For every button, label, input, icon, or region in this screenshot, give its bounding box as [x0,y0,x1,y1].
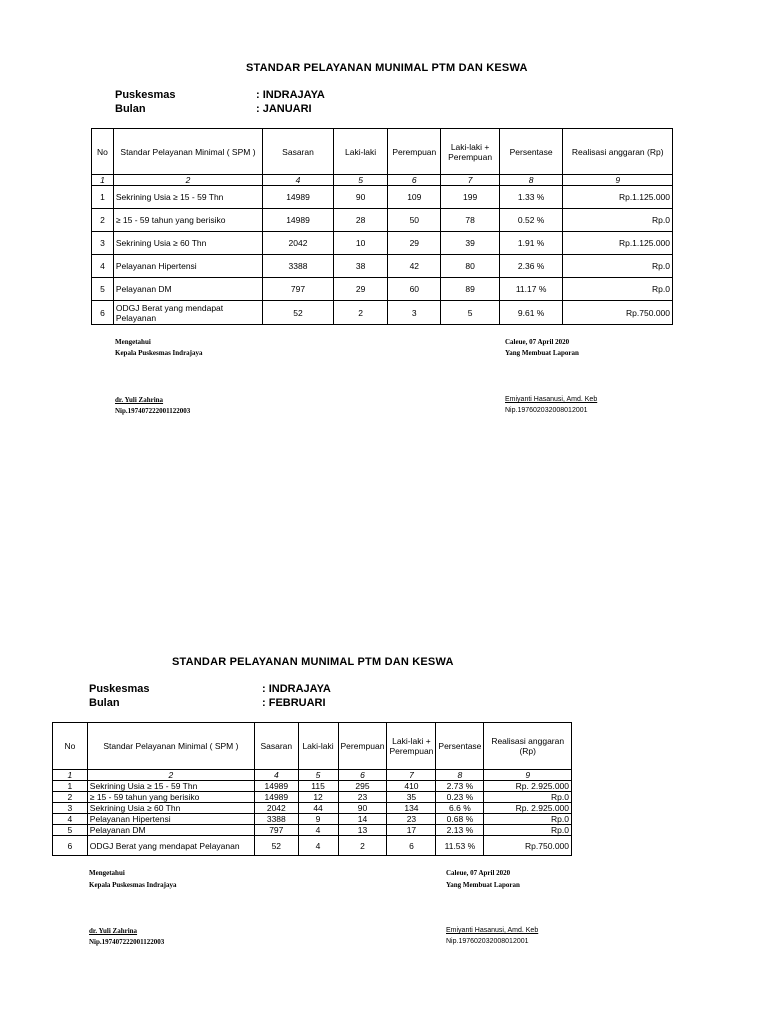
table-cell: Rp.750.000 [563,301,673,325]
header-cell: No [53,723,88,770]
table-cell: 2 [53,792,88,803]
index-cell: 4 [263,175,334,186]
table-row [53,792,572,803]
table-cell: 2.73 % [436,781,484,792]
table-cell: ≥ 15 - 59 tahun yang berisiko [87,792,254,803]
table-cell: Rp. 2.925.000 [484,803,572,814]
table-cell: 4 [298,825,338,836]
table-cell: 3 [388,301,441,325]
table-cell: Rp.0 [484,792,572,803]
puskesmas-value: : INDRAJAYA [262,683,331,695]
table-cell: 78 [441,209,499,232]
puskesmas-label: Puskesmas [115,89,176,101]
table-cell: Rp.750.000 [484,836,572,856]
table-cell: ≥ 15 - 59 tahun yang berisiko [113,209,262,232]
table-cell: 9.61 % [499,301,563,325]
table-cell: Sekrining Usia ≥ 60 Thn [87,803,254,814]
table-cell: 134 [387,803,436,814]
table-cell: Rp. 2.925.000 [484,781,572,792]
header-cell: Realisasi anggaran (Rp) [484,723,572,770]
signature-left-name: dr. Yuli Zahrina [89,927,138,935]
table-header-row [53,723,572,770]
report-title: STANDAR PELAYANAN MUNIMAL PTM DAN KESWA [246,62,528,74]
table-cell: 6 [92,301,114,325]
table-cell: 3388 [263,255,334,278]
signature-left-line1: Mengetahui [89,869,125,877]
spm-table [91,128,673,325]
table-cell: 797 [255,825,299,836]
table-cell: 14 [338,814,387,825]
table-cell: 38 [333,255,387,278]
table-row [92,278,673,301]
signature-right-line2: Yang Membuat Laporan [505,349,579,357]
table-cell: 14989 [263,209,334,232]
header-cell: Realisasi anggaran (Rp) [563,129,673,175]
table-cell: 1.33 % [499,186,563,209]
table-row [53,825,572,836]
column-index-row [53,770,572,781]
bulan-label: Bulan [115,103,146,115]
table-cell: Sekrining Usia ≥ 60 Thn [113,232,262,255]
signature-left-name: dr. Yuli Zahrina [115,396,164,404]
table-cell: 0.52 % [499,209,563,232]
table-row [53,836,572,856]
table-cell: 4 [298,836,338,856]
table-cell: Pelayanan Hipertensi [113,255,262,278]
signature-right-line2: Yang Membuat Laporan [446,881,520,889]
header-cell: Sasaran [255,723,299,770]
table-cell: Sekrining Usia ≥ 15 - 59 Thn [87,781,254,792]
index-cell: 6 [388,175,441,186]
signature-left-line1: Mengetahui [115,338,151,346]
header-cell: Standar Pelayanan Minimal ( SPM ) [113,129,262,175]
index-cell: 5 [298,770,338,781]
table-cell: 3388 [255,814,299,825]
table-cell: 9 [298,814,338,825]
table-cell: 13 [338,825,387,836]
index-cell: 9 [563,175,673,186]
header-cell: Laki-laki + Perempuan [441,129,499,175]
header-cell: Persentase [436,723,484,770]
table-cell: 11.53 % [436,836,484,856]
bulan-label: Bulan [89,697,120,709]
header-cell: Laki-laki [298,723,338,770]
table-cell: 0.68 % [436,814,484,825]
table-cell: 80 [441,255,499,278]
table-cell: 3 [53,803,88,814]
table-cell: 10 [333,232,387,255]
index-cell: 7 [387,770,436,781]
header-cell: Perempuan [338,723,387,770]
table-cell: 0.23 % [436,792,484,803]
puskesmas-label: Puskesmas [89,683,150,695]
index-cell: 9 [484,770,572,781]
table-cell: 5 [441,301,499,325]
table-cell: 2042 [255,803,299,814]
table-cell: 89 [441,278,499,301]
header-cell: Laki-laki + Perempuan [387,723,436,770]
table-row [92,301,673,325]
header-cell: Laki-laki [333,129,387,175]
table-cell: Pelayanan Hipertensi [87,814,254,825]
table-cell: 5 [92,278,114,301]
bulan-value: : JANUARI [256,103,312,115]
table-cell: 6 [53,836,88,856]
table-cell: 199 [441,186,499,209]
table-row [53,781,572,792]
header-cell: Perempuan [388,129,441,175]
table-cell: 12 [298,792,338,803]
table-cell: 39 [441,232,499,255]
table-cell: ODGJ Berat yang mendapat Pelayanan [113,301,262,325]
index-cell: 5 [333,175,387,186]
index-cell: 8 [436,770,484,781]
index-cell: 6 [338,770,387,781]
table-cell: Pelayanan DM [87,825,254,836]
table-cell: 797 [263,278,334,301]
signature-right-name: Emiyanti Hasanusi, Amd. Keb [505,396,598,403]
table-cell: 29 [388,232,441,255]
puskesmas-value: : INDRAJAYA [256,89,325,101]
header-cell: No [92,129,114,175]
table-cell: 35 [387,792,436,803]
signature-left-nip: Nip.197407222001122003 [115,407,191,415]
table-cell: 2042 [263,232,334,255]
table-header-row [92,129,673,175]
table-cell: Rp.0 [563,278,673,301]
table-cell: 2.36 % [499,255,563,278]
index-cell: 2 [87,770,254,781]
signature-right-nip: Nip.197602032008012001 [446,938,529,945]
signature-right-line1: Caleue, 07 April 2020 [446,869,511,877]
table-cell: 410 [387,781,436,792]
table-cell: 2 [92,209,114,232]
table-cell: Pelayanan DM [113,278,262,301]
table-row [92,186,673,209]
table-cell: 52 [263,301,334,325]
table-cell: Rp.1.125.000 [563,186,673,209]
table-cell: ODGJ Berat yang mendapat Pelayanan [87,836,254,856]
table-cell: 3 [92,232,114,255]
spm-table [52,722,572,856]
index-cell: 1 [92,175,114,186]
table-cell: 1.91 % [499,232,563,255]
table-cell: 11.17 % [499,278,563,301]
index-cell: 4 [255,770,299,781]
table-cell: 42 [388,255,441,278]
table-cell: Rp.0 [563,255,673,278]
table-cell: 14989 [255,792,299,803]
report-title: STANDAR PELAYANAN MUNIMAL PTM DAN KESWA [172,656,454,668]
table-cell: 2 [338,836,387,856]
table-cell: 14989 [263,186,334,209]
table-cell: 295 [338,781,387,792]
table-cell: 1 [92,186,114,209]
table-row [53,803,572,814]
index-cell: 2 [113,175,262,186]
table-cell: 23 [387,814,436,825]
table-cell: 14989 [255,781,299,792]
signature-left-nip: Nip.197407222001122003 [89,938,165,946]
signature-right-name: Emiyanti Hasanusi, Amd. Keb [446,927,539,934]
table-cell: 44 [298,803,338,814]
signature-left-line2: Kepala Puskesmas Indrajaya [89,881,177,889]
header-cell: Sasaran [263,129,334,175]
index-cell: 1 [53,770,88,781]
table-cell: 5 [53,825,88,836]
table-cell: Sekrining Usia ≥ 15 - 59 Thn [113,186,262,209]
table-cell: 90 [333,186,387,209]
table-cell: 28 [333,209,387,232]
table-cell: 23 [338,792,387,803]
table-cell: 2 [333,301,387,325]
table-cell: 90 [338,803,387,814]
table-cell: 1 [53,781,88,792]
signature-right-line1: Caleue, 07 April 2020 [505,338,570,346]
signature-right-nip: Nip.197602032008012001 [505,407,588,414]
table-cell: Rp.0 [484,825,572,836]
header-cell: Standar Pelayanan Minimal ( SPM ) [87,723,254,770]
index-cell: 7 [441,175,499,186]
bulan-value: : FEBRUARI [262,697,326,709]
table-cell: 60 [388,278,441,301]
table-row [92,232,673,255]
header-cell: Persentase [499,129,563,175]
table-cell: Rp.0 [484,814,572,825]
index-cell: 8 [499,175,563,186]
table-cell: 6 [387,836,436,856]
table-cell: 109 [388,186,441,209]
table-cell: 17 [387,825,436,836]
table-row [92,255,673,278]
signature-left-line2: Kepala Puskesmas Indrajaya [115,349,203,357]
table-cell: 29 [333,278,387,301]
table-row [53,814,572,825]
table-cell: Rp.0 [563,209,673,232]
table-cell: Rp.1.125.000 [563,232,673,255]
table-cell: 4 [92,255,114,278]
table-cell: 2.13 % [436,825,484,836]
table-row [92,209,673,232]
table-cell: 4 [53,814,88,825]
table-cell: 52 [255,836,299,856]
table-cell: 115 [298,781,338,792]
table-cell: 6.6 % [436,803,484,814]
table-cell: 50 [388,209,441,232]
column-index-row [92,175,673,186]
